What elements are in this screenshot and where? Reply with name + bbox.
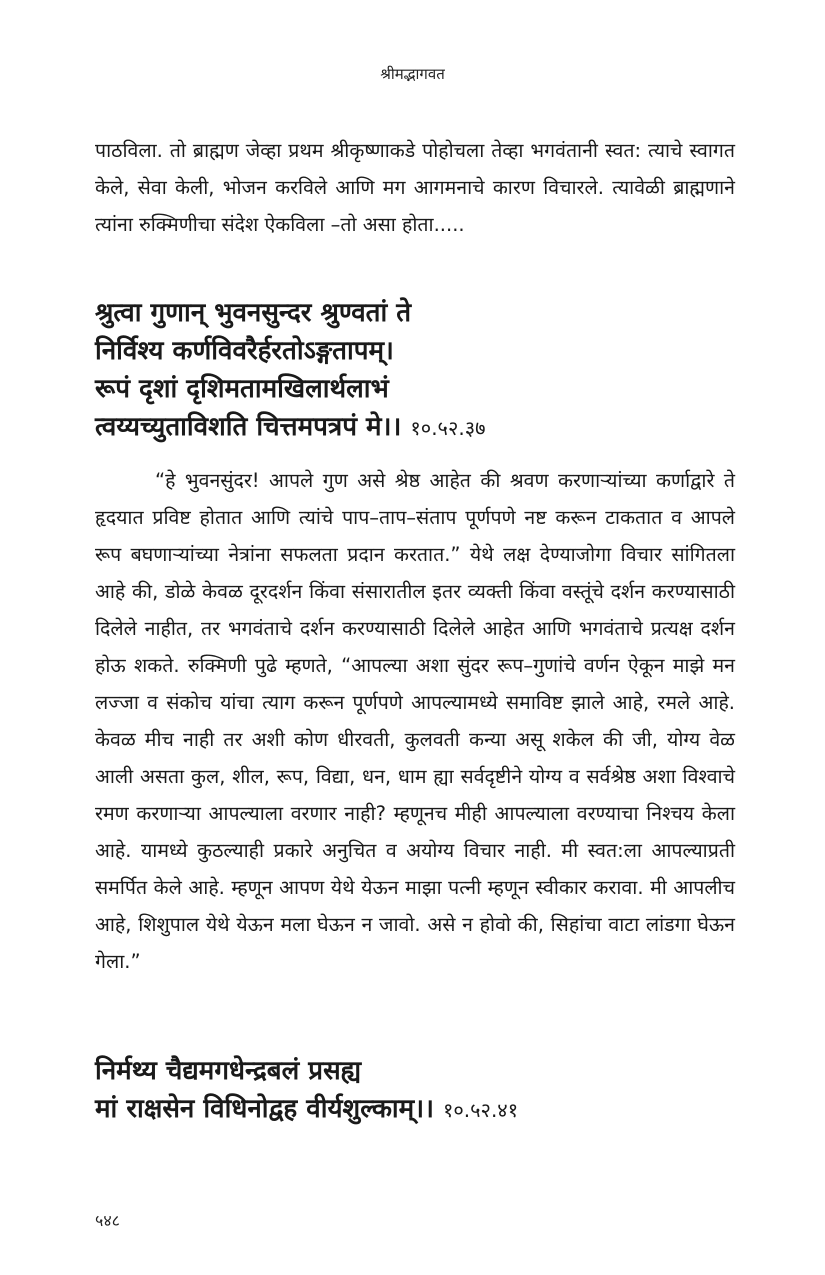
verse-line: निर्विश्य कर्णविवरैर्हरतोऽङ्गतापम्। xyxy=(95,336,394,366)
verse-reference: १०.५२.४१ xyxy=(442,1098,519,1122)
verse-line: रूपं दृशां दृशिमतामखिलार्थलाभं xyxy=(95,374,389,404)
main-paragraph: “हे भुवनसुंदर! आपले गुण असे श्रेष्ठ आहेत की श्रवण करणाऱ्यांच्या कर्णाद्वारे ते हृदयात प्रविष्ट होतात आणि त्यांचे पाप–ताप–संताप पूर्णपणे नष्ट करून टाकतात व आपले रूप बघणाऱ्यांच्या नेत्रांना सफलता प्रदान करतात.” येथे लक्ष देण्याजोगा विचार सांगितला आहे की, डोळे केवळ दूरदर्शन किंवा संसारातील इतर व्यक्ती किंवा वस्तूंचे दर्शन करण्यासाठी दिलेले नाहीत, तर भगवंताचे दर्शन करण्यासाठी दिलेले आहेत आणि भगवंताचे प्रत्यक्ष दर्शन होऊ शकते. रुक्मिणी पुढे म्हणते, “आपल्या अशा सुंदर रूप–गुणांचे वर्णन ऐकून माझे मन लज्जा व संकोच यांचा त्याग करून पूर्णपणे आपल्यामध्ये समाविष्ट झाले आहे, रमले आहे. केवळ मीच नाही तर अशी कोण धीरवती, कुलवती कन्या असू शकेल की जी, योग्य वेळ आली असता कुल, शील, रूप, विद्या, धन, धाम ह्या सर्वदृष्टीने योग्य व सर्वश्रेष्ठ अशा विश्वाचे रमण करणाऱ्या आपल्याला वरणार नाही? म्हणूनच मीही आपल्याला वरण्याचा निश्चय केला आहे. यामध्ये कुठल्याही प्रकारे अनुचित व अयोग्य विचार नाही. मी स्वत:ला आपल्याप्रती समर्पित केले आहे. म्हणून आपण येथे येऊन माझा पत्नी म्हणून स्वीकार करावा. मी आपलीच आहे, शिशुपाल येथे येऊन मला घेऊन न जावो. असे न होवो की, सिहांचा वाटा लांडगा घेऊन गेला.” xyxy=(95,469,735,973)
verse-line-text: त्वय्यच्युताविशति चित्तमपत्रपं मे।। xyxy=(95,412,402,442)
sanskrit-verse-2 xyxy=(95,1052,755,1129)
sanskrit-verse-1 xyxy=(95,294,755,447)
running-header: श्रीमद्भागवत xyxy=(380,65,445,83)
verse-line-text: मां राक्षसेन विधिनोद्वह वीर्यशुल्काम्।। xyxy=(95,1094,434,1124)
intro-paragraph: पाठविला. तो ब्राह्मण जेव्हा प्रथम श्रीकृष्णाकडे पोहोचला तेव्हा भगवंतानी स्वत: त्याचे स्वागत केले, सेवा केली, भोजन करविले आणि मग आगमनाचे कारण विचारले. त्यावेळी ब्राह्मणाने त्यांना रुक्मिणीचा संदेश ऐकविला –तो असा होता..... xyxy=(95,139,735,236)
verse-line: श्रुत्वा गुणान् भुवनसुन्दर श्रुण्वतां ते xyxy=(95,298,412,328)
page-number: ५४८ xyxy=(95,1211,120,1230)
verse-reference: १०.५२.३७ xyxy=(410,416,486,440)
verse-line-last xyxy=(95,1090,755,1129)
verse-line-last xyxy=(95,408,755,447)
verse-line: निर्मथ्य चैद्यमगधेन्द्रबलं प्रसह्य xyxy=(95,1056,362,1086)
